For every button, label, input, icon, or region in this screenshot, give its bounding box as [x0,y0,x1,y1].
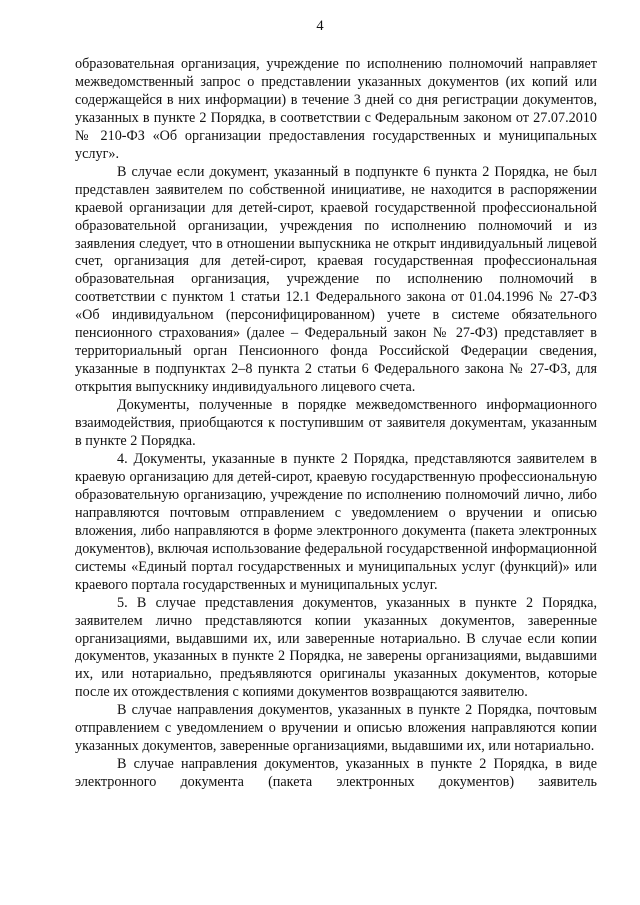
paragraph-documents-attached: Документы, полученные в порядке межведомственного информационного взаимодействия, приобщаются к поступившим от заявителя документам, указанным в пункте 2 Порядка. [75,397,597,450]
paragraph-item-5: 5. В случае представления документов, указанных в пункте 2 Порядка, заявителем лично представляются копии указанных документов, заверенные организациями, выдавшими их, или заверенные нотариально. В случае если копии документов, указанных в пункте 2 Порядка, не заверены организациями, выдавшими их, или нотариально, предъявляются оригиналы указанных документов, которые после их отождествления с копиями документов возвращаются заявителю. [75,594,597,701]
document-body [75,56,597,792]
paragraph-electronic-submission: В случае направления документов, указанных в пункте 2 Порядка, в виде электронного документа (пакета электронных документов) заявитель [75,756,597,791]
paragraph-postal-submission: В случае направления документов, указанных в пункте 2 Порядка, почтовым отправлением с уведомлением о вручении и описью вложения направляются копии указанных документов, заверенные организациями, выдавшими их, или нотариально. [75,702,597,755]
paragraph-item-4: 4. Документы, указанные в пункте 2 Порядка, представляются заявителем в краевую организацию для детей-сирот, краевую государственную профессиональную образовательную организацию, учреждение по исполнению полномочий лично, либо направляются почтовым отправлением с уведомлением о вручении и описью вложения, либо направляются в форме электронного документа (пакета электронных документов), включая использование федеральной государственной информационной системы «Единый портал государственных и муниципальных услуг (функций)» или краевого портала государственных и муниципальных услуг. [75,450,597,593]
page-number: 4 [316,18,324,34]
paragraph-personal-account: В случае если документ, указанный в подпункте 6 пункта 2 Порядка, не был представлен заявителем по собственной инициативе, не находится в распоряжении краевой организации для детей-сирот, краевой государственной профессиональной образовательной организации, учреждения по исполнению полномочий и из заявления следует, что в отношении выпускника не открыт индивидуальный лицевой счет, организация для детей-сирот, краевая государственная профессиональная образовательная организация, учреждение по исполнению полномочий в соответствии с пунктом 1 статьи 12.1 Федерального закона от 01.04.1996 № 27-ФЗ «Об индивидуальном (персонифицированном) учете в системе обязательного пенсионного страхования» (далее – Федеральный закон № 27-ФЗ) представляет в территориальный орган Пенсионного фонда Российской Федерации сведения, указанные в подпунктах 2–8 пункта 2 статьи 6 Федерального закона № 27-ФЗ, для открытия выпускнику индивидуального лицевого счета. [75,163,597,396]
paragraph-interagency-request: образовательная организация, учреждение по исполнению полномочий направляет межведомственный запрос о представлении указанных документов (их копий или содержащейся в них информации) в течение 3 дней со дня регистрации документов, указанных в пункте 2 Порядка, в соответствии с Федеральным законом от 27.07.2010 № 210-ФЗ «Об организации предоставления государственных и муниципальных услуг». [75,56,597,162]
